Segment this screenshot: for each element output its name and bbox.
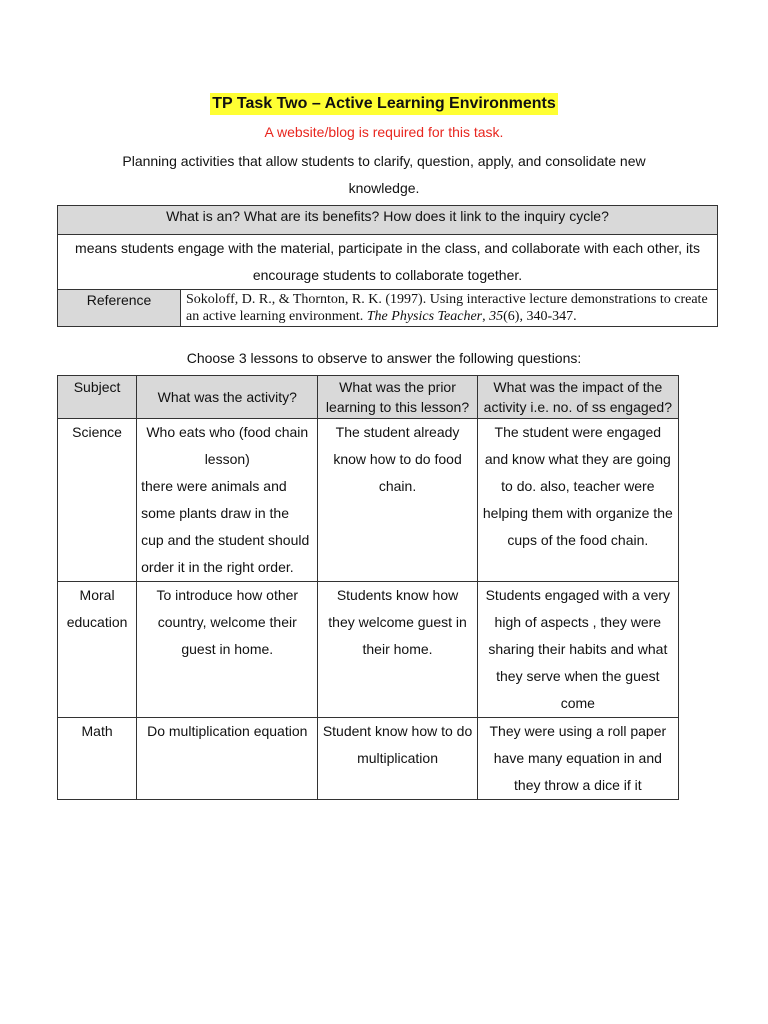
requirement-note: A website/blog is required for this task. (264, 124, 504, 140)
header-subject: Subject (58, 376, 137, 419)
info-table (57, 205, 718, 327)
row-impact: The student were engaged and know what they are going to do. also, teacher were helping them with organize the cups of the food chain. (477, 419, 678, 582)
lessons-table (57, 375, 679, 800)
row-impact: They were using a roll paper have many equation in and they throw a dice if it (477, 718, 678, 800)
row-activity-title: Who eats who (food chain lesson) (146, 424, 309, 467)
row-impact: Students engaged with a very high of aspects , they were sharing their habits and what they serve when the guest come (477, 582, 678, 718)
header-impact: What was the impact of the activity i.e. no. of ss engaged? (477, 376, 678, 419)
row-subject: Science (58, 419, 137, 582)
intro-paragraph: Planning activities that allow students to clarify, question, apply, and consolidate new knowledge. (122, 153, 646, 196)
info-answer: means students engage with the material, participate in the class, and collaborate with each other, its encourage students to collaborate together. (58, 235, 718, 290)
row-activity-detail: there were animals and some plants draw in the cup and the student should order it in the right order. (141, 478, 310, 575)
reference-separator: , (482, 309, 490, 324)
page-title: TP Task Two – Active Learning Environments (210, 93, 558, 115)
title-wrap (0, 93, 768, 115)
row-activity: To introduce how other country, welcome their guest in home. (137, 582, 318, 718)
table-row (58, 718, 679, 800)
lessons-header-row (58, 376, 679, 419)
info-question: What is an? What are its benefits? How does it link to the inquiry cycle? (58, 206, 718, 235)
reference-volume: 35 (489, 309, 504, 324)
header-activity: What was the activity? (137, 376, 318, 419)
header-prior: What was the prior learning to this lesson? (318, 376, 477, 419)
row-prior: Student know how to do multiplication (318, 718, 477, 800)
row-subject: Moral education (58, 582, 137, 718)
reference-citation: Sokoloff, D. R., & Thornton, R. K. (1997). Using interactive lecture demonstrations to create an active learning environment. (186, 292, 708, 324)
row-prior: Students know how they welcome guest in their home. (318, 582, 477, 718)
reference-journal: The Physics Teacher (366, 309, 483, 324)
row-prior: The student already know how to do food chain. (318, 419, 477, 582)
table-row (58, 419, 679, 582)
row-activity: Do multiplication equation (137, 718, 318, 800)
reference-label: Reference (58, 290, 181, 327)
table-row (58, 582, 679, 718)
row-activity (137, 419, 318, 582)
row-subject: Math (58, 718, 137, 800)
reference-pages: (6), 340-347. (503, 309, 577, 324)
reference-text (181, 290, 718, 327)
choose-instruction: Choose 3 lessons to observe to answer the following questions: (186, 350, 582, 366)
